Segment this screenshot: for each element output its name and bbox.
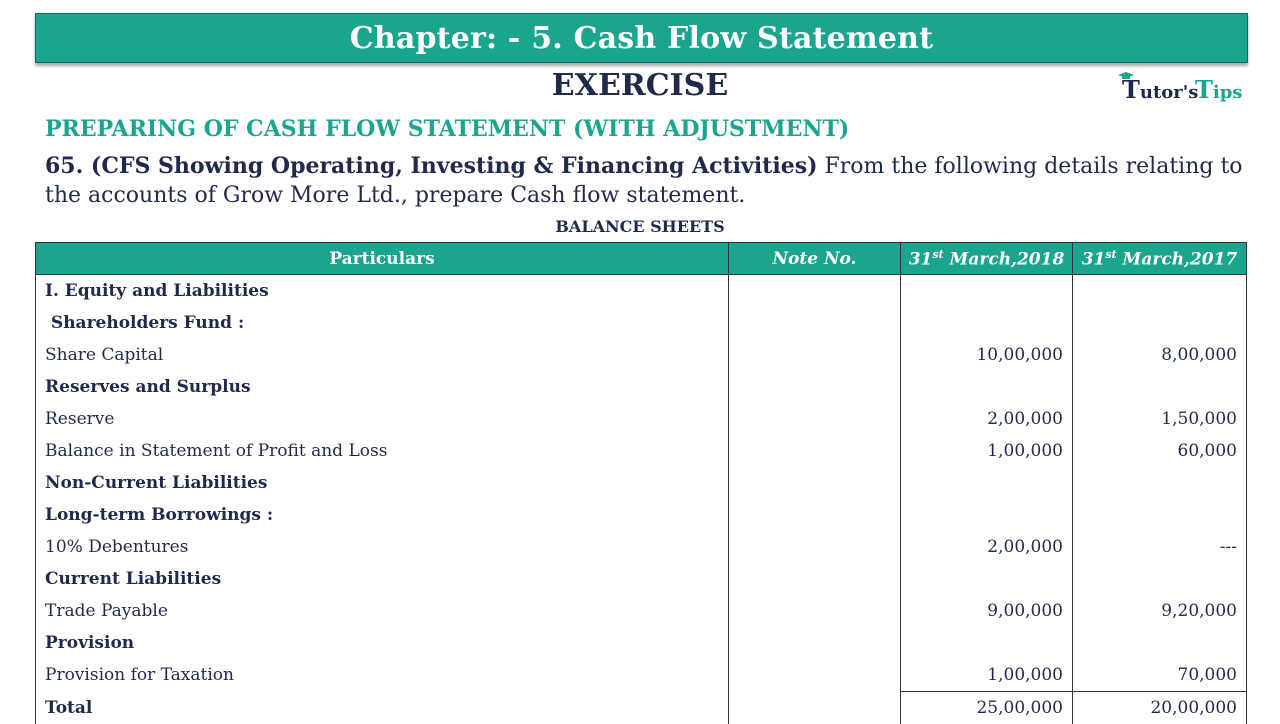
row-label: 10% Debentures <box>36 531 729 563</box>
row-label: Reserves and Surplus <box>36 371 729 403</box>
table-row <box>36 435 1247 467</box>
tutors-tips-logo <box>1118 72 1248 102</box>
header-2017: 31st March,2017 <box>1073 243 1247 275</box>
row-note <box>729 692 901 724</box>
table-row <box>36 595 1247 627</box>
table-row <box>36 563 1247 595</box>
row-value-2018: 1,00,000 <box>901 659 1073 692</box>
row-label: Reserve <box>36 403 729 435</box>
row-label: Long-term Borrowings : <box>36 499 729 531</box>
table-row-total <box>36 692 1247 724</box>
row-value-2018 <box>901 563 1073 595</box>
row-label: Balance in Statement of Profit and Loss <box>36 435 729 467</box>
row-note <box>729 563 901 595</box>
row-value-2018 <box>901 499 1073 531</box>
balance-sheet-table <box>35 242 1247 724</box>
row-note <box>729 595 901 627</box>
logo-word-tips: Tips <box>1195 75 1242 104</box>
table-row <box>36 403 1247 435</box>
row-value-2018: 10,00,000 <box>901 339 1073 371</box>
table-row <box>36 659 1247 692</box>
table-row <box>36 307 1247 339</box>
row-value-2017 <box>1073 467 1247 499</box>
row-value-2018: 2,00,000 <box>901 531 1073 563</box>
row-label: Provision for Taxation <box>36 659 729 692</box>
row-value-2018 <box>901 307 1073 339</box>
row-value-2018: 1,00,000 <box>901 435 1073 467</box>
question-body: From the following details relating to the accounts of Grow More Ltd., prepare Cash flow statement. <box>45 154 1243 208</box>
row-value-2018: 25,00,000 <box>901 692 1073 724</box>
row-note <box>729 275 901 308</box>
chapter-banner <box>35 13 1248 63</box>
table-row <box>36 339 1247 371</box>
row-value-2017: 8,00,000 <box>1073 339 1247 371</box>
row-label: Shareholders Fund : <box>36 307 729 339</box>
header-particulars: Particulars <box>36 243 729 275</box>
row-note <box>729 339 901 371</box>
row-note <box>729 627 901 659</box>
table-row <box>36 531 1247 563</box>
row-note <box>729 531 901 563</box>
header-note-no: Note No. <box>729 243 901 275</box>
exercise-heading: EXERCISE <box>0 68 1280 103</box>
row-label: Non-Current Liabilities <box>36 467 729 499</box>
question-text <box>45 152 1245 210</box>
row-value-2018: 2,00,000 <box>901 403 1073 435</box>
table-row <box>36 467 1247 499</box>
row-label: Current Liabilities <box>36 563 729 595</box>
section-title: PREPARING OF CASH FLOW STATEMENT (WITH ADJUSTMENT) <box>45 116 849 142</box>
row-label: Total <box>36 692 729 724</box>
row-value-2017 <box>1073 371 1247 403</box>
row-value-2017 <box>1073 627 1247 659</box>
row-note <box>729 467 901 499</box>
row-value-2017: 70,000 <box>1073 659 1247 692</box>
row-note <box>729 435 901 467</box>
table-row <box>36 371 1247 403</box>
row-value-2018 <box>901 627 1073 659</box>
row-value-2017: 20,00,000 <box>1073 692 1247 724</box>
table-row <box>36 627 1247 659</box>
question-heading: 65. (CFS Showing Operating, Investing & Financing Activities) <box>45 153 818 179</box>
row-value-2017 <box>1073 307 1247 339</box>
row-value-2017: 60,000 <box>1073 435 1247 467</box>
chapter-title: Chapter: - 5. Cash Flow Statement <box>350 21 933 56</box>
row-note <box>729 659 901 692</box>
row-label: I. Equity and Liabilities <box>36 275 729 308</box>
row-note <box>729 403 901 435</box>
row-note <box>729 371 901 403</box>
row-value-2017: --- <box>1073 531 1247 563</box>
row-label: Trade Payable <box>36 595 729 627</box>
row-note <box>729 499 901 531</box>
row-label: Share Capital <box>36 339 729 371</box>
row-value-2017 <box>1073 275 1247 308</box>
header-2018: 31st March,2018 <box>901 243 1073 275</box>
table-row <box>36 275 1247 308</box>
row-value-2018 <box>901 467 1073 499</box>
row-label: Provision <box>36 627 729 659</box>
logo-word-tutors: Tutor's <box>1122 75 1198 104</box>
balance-sheet-title: BALANCE SHEETS <box>0 217 1280 236</box>
table-header-row <box>36 243 1247 275</box>
row-note <box>729 307 901 339</box>
row-value-2017: 9,20,000 <box>1073 595 1247 627</box>
row-value-2017 <box>1073 563 1247 595</box>
row-value-2017: 1,50,000 <box>1073 403 1247 435</box>
table-row <box>36 499 1247 531</box>
row-value-2018 <box>901 275 1073 308</box>
row-value-2017 <box>1073 499 1247 531</box>
row-value-2018 <box>901 371 1073 403</box>
row-value-2018: 9,00,000 <box>901 595 1073 627</box>
